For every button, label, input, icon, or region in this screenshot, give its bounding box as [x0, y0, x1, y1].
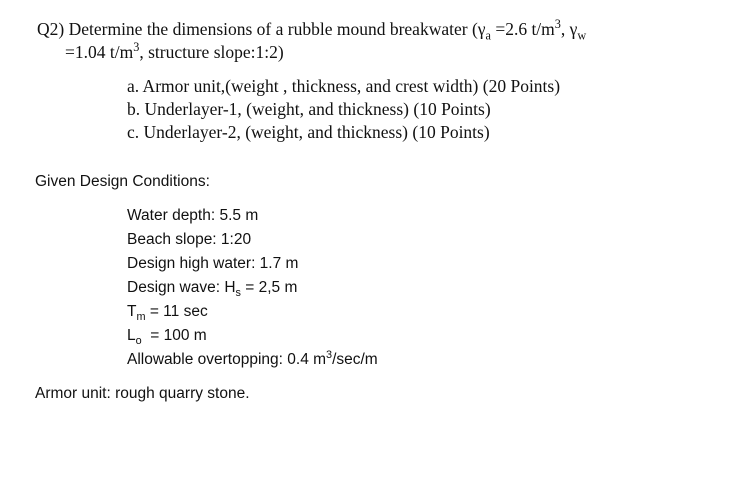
gamma-w-value: =1.04 t/m	[65, 42, 134, 62]
gamma-w-subscript: w	[577, 28, 587, 43]
armor-note: Armor unit: rough quarry stone.	[35, 385, 250, 402]
design-wave-label: Design wave: H	[127, 279, 236, 296]
tm-subscript: m	[136, 311, 146, 324]
lo-symbol: L	[127, 327, 136, 344]
lo-value: = 100 m	[141, 327, 207, 344]
separator: ,	[560, 19, 570, 39]
part-c: c. Underlayer-2, (weight, and thickness) (10 Points)	[127, 122, 490, 142]
given-heading: Given Design Conditions:	[35, 173, 210, 190]
tm-value: = 11 sec	[145, 303, 208, 320]
condition-lo	[127, 327, 207, 348]
condition-tm	[127, 303, 208, 324]
condition-water-depth: Water depth: 5.5 m	[127, 207, 259, 224]
tm-symbol: T	[127, 303, 137, 320]
design-wave-subscript: s	[235, 287, 241, 300]
lo-subscript: o	[135, 335, 142, 348]
structure-slope: , structure slope:1:2)	[139, 42, 284, 62]
question-text: Determine the dimensions of a rubble mound breakwater (	[68, 19, 478, 39]
overtopping-unit: /sec/m	[332, 351, 378, 368]
gamma-a-subscript: a	[485, 28, 491, 43]
exponent-3: 3	[133, 40, 140, 55]
gamma-a-value: =2.6 t/m	[490, 19, 555, 39]
question-number: Q2)	[37, 19, 65, 39]
condition-design-wave	[127, 279, 298, 300]
design-wave-value: = 2,5 m	[240, 279, 298, 296]
overtopping-exponent: 3	[326, 348, 333, 361]
condition-overtopping	[127, 348, 378, 369]
part-b: b. Underlayer-1, (weight, and thickness) (10 Points)	[127, 99, 491, 119]
question-line-1	[37, 17, 587, 43]
question-line-2	[65, 42, 284, 63]
condition-beach-slope: Beach slope: 1:20	[127, 231, 252, 248]
gamma-w-symbol: γ	[569, 19, 578, 39]
condition-design-high-water: Design high water: 1.7 m	[127, 255, 299, 272]
part-a: a. Armor unit,(weight , thickness, and crest width) (20 Points)	[127, 76, 561, 96]
gamma-a-symbol: γ	[477, 19, 486, 39]
exponent-3: 3	[554, 17, 561, 32]
overtopping-label: Allowable overtopping: 0.4 m	[127, 351, 327, 368]
